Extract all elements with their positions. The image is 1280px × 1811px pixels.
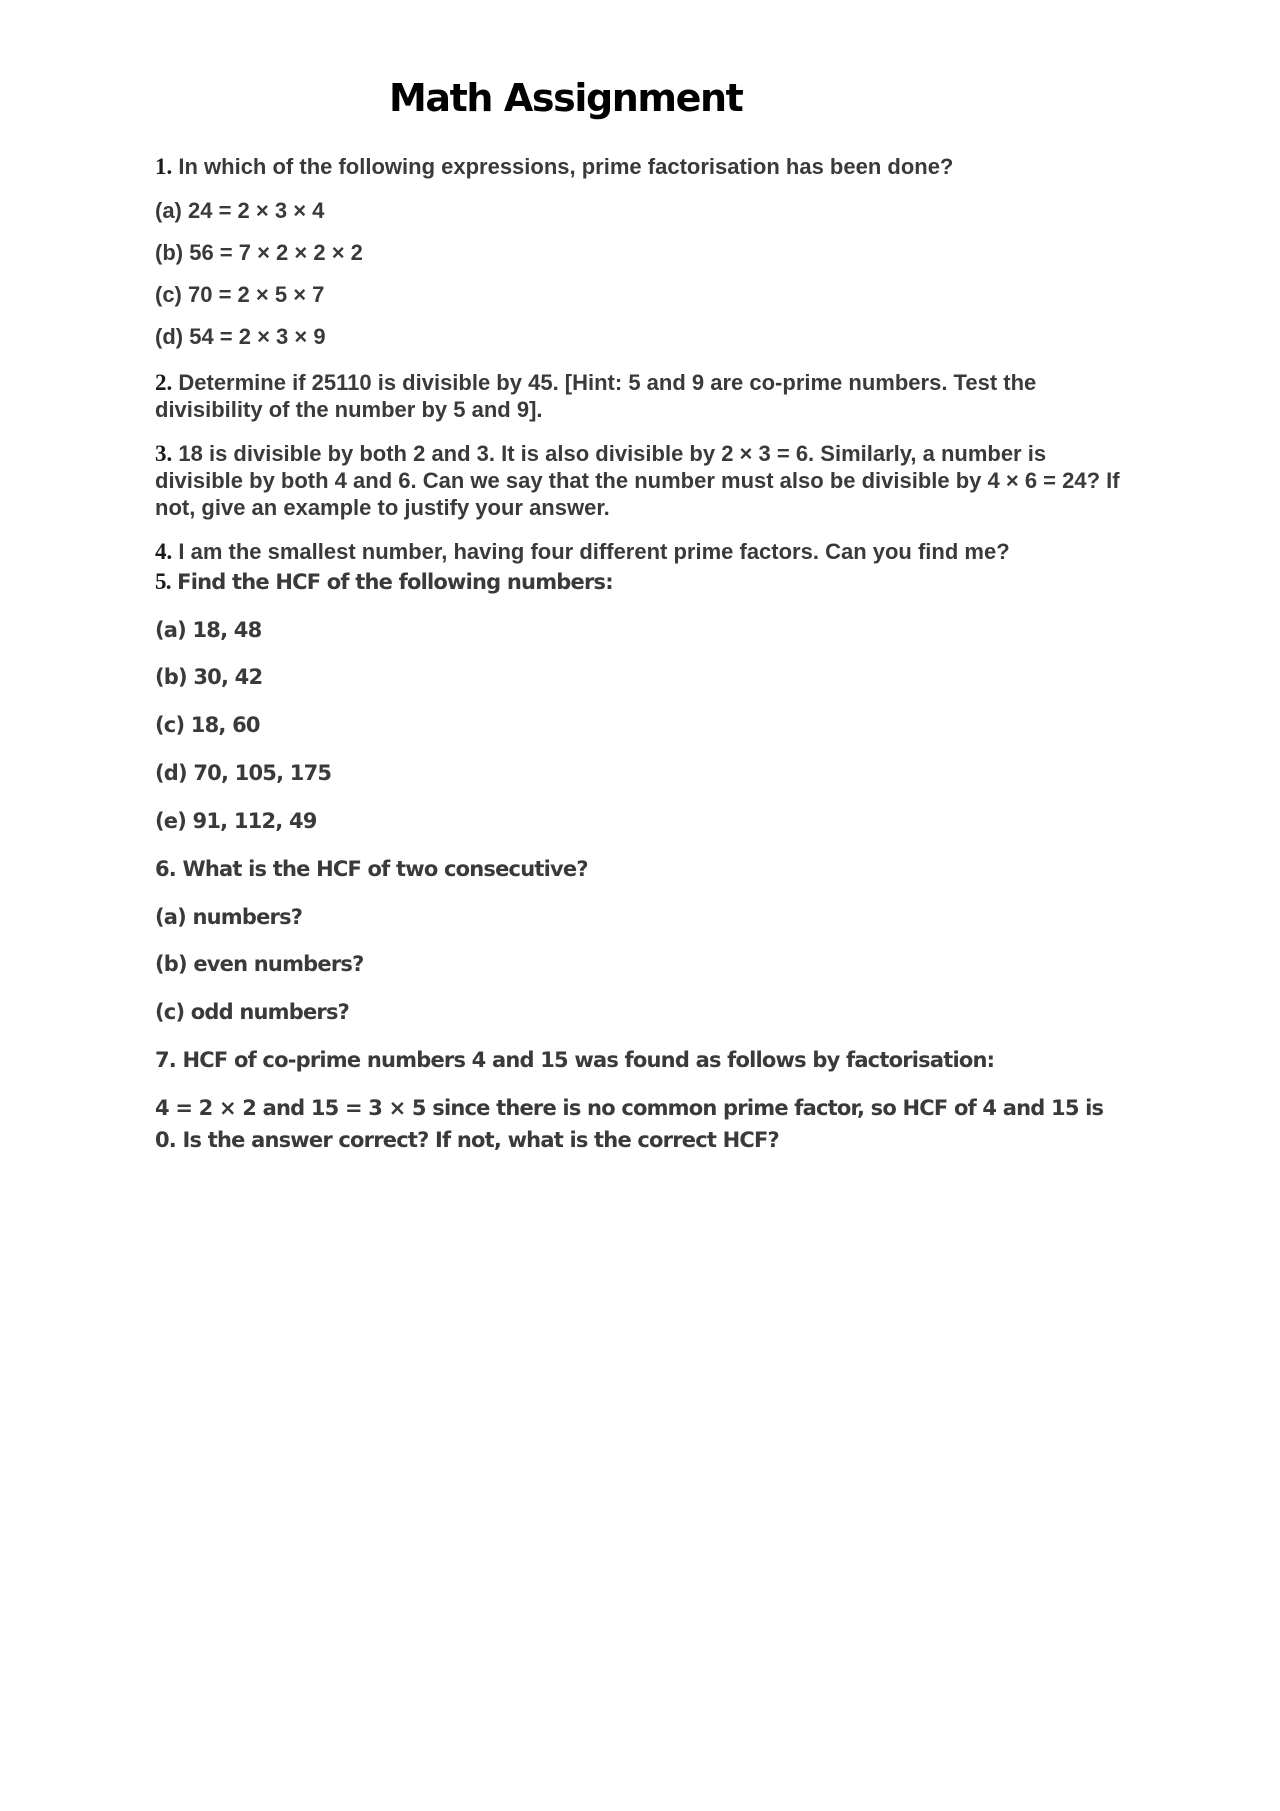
- question-6: 6. What is the HCF of two consecutive?: [155, 857, 588, 881]
- question-5-option-d: (d) 70, 105, 175: [155, 761, 332, 785]
- question-3-number: 3.: [155, 441, 173, 466]
- question-5-option-b: (b) 30, 42: [155, 665, 263, 689]
- question-1-option-b: (b) 56 = 7 × 2 × 2 × 2: [155, 240, 363, 265]
- question-5: [155, 566, 1135, 598]
- question-1-option-c: (c) 70 = 2 × 5 × 7: [155, 282, 325, 307]
- question-2-number: 2.: [155, 370, 173, 395]
- question-6-option-a: (a) numbers?: [155, 905, 303, 929]
- question-2: [155, 369, 1085, 423]
- question-3: [155, 440, 1140, 521]
- question-1-option-d: (d) 54 = 2 × 3 × 9: [155, 324, 326, 349]
- question-3-text: 18 is divisible by both 2 and 3. It is also divisible by 2 × 3 = 6. Similarly, a number is divisible by both 4 and 6. Can we say that the number must also be divisible by 4 × 6 = 24? If not, give an example to justify your answer.: [155, 441, 1120, 520]
- question-4-text: I am the smallest number, having four different prime factors. Can you find me?: [178, 539, 1010, 564]
- question-5-number: 5.: [155, 569, 171, 594]
- question-4: [155, 538, 1135, 565]
- question-1-text: In which of the following expressions, prime factorisation has been done?: [178, 154, 954, 179]
- question-7: 7. HCF of co-prime numbers 4 and 15 was found as follows by factorisation:: [155, 1048, 995, 1072]
- question-5-option-c: (c) 18, 60: [155, 713, 260, 737]
- question-5-option-e: (e) 91, 112, 49: [155, 809, 317, 833]
- question-4-number: 4.: [155, 539, 173, 564]
- question-5-option-a: (a) 18, 48: [155, 618, 262, 642]
- question-7-detail: 4 = 2 × 2 and 15 = 3 × 5 since there is no common prime factor, so HCF of 4 and 15 is 0. Is the answer correct? If not, what is the correct HCF?: [155, 1096, 1104, 1152]
- question-1: [155, 153, 1135, 180]
- page-title: Math Assignment: [389, 76, 743, 120]
- question-6-option-b: (b) even numbers?: [155, 952, 364, 976]
- question-5-text: Find the HCF of the following numbers:: [177, 570, 613, 594]
- question-6-option-c: (c) odd numbers?: [155, 1000, 350, 1024]
- question-2-text: Determine if 25110 is divisible by 45. [Hint: 5 and 9 are co-prime numbers. Test the divisibility of the number by 5 and 9].: [155, 370, 1037, 422]
- question-1-number: 1.: [155, 154, 173, 179]
- question-1-option-a: (a) 24 = 2 × 3 × 4: [155, 198, 325, 223]
